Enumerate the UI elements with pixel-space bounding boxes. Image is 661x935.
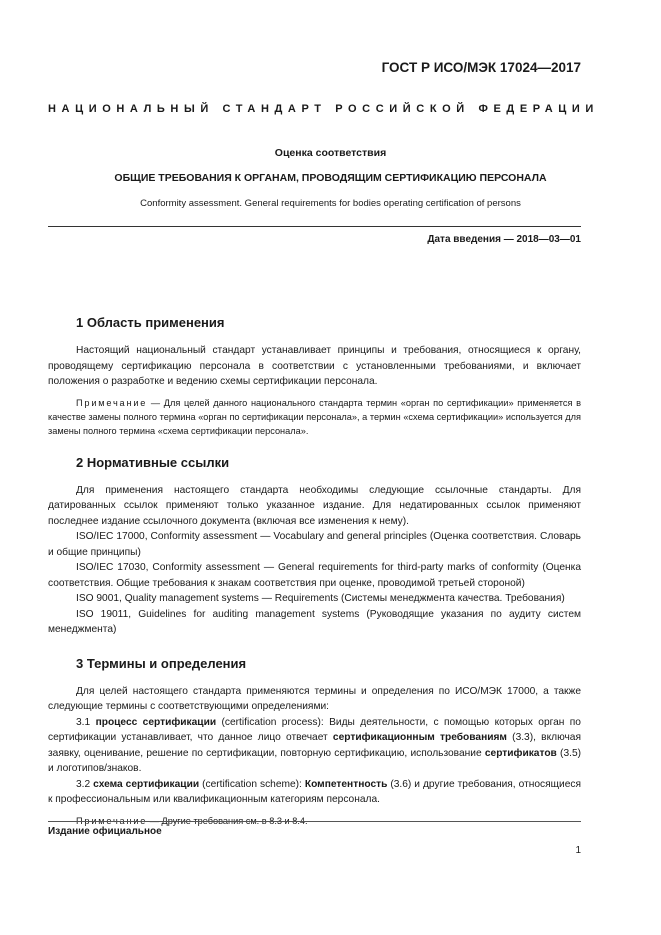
introduction-date: Дата введения — 2018—03—01 <box>427 234 581 245</box>
term-reference: сертификатов <box>484 747 557 759</box>
note-text: — Для целей данного национального стандарта термин «орган по сертификации» применяется в качестве замены полного термина «орган по сертификации персонала», а термин «схема сертификации» используется для замены полного термина «схема сертификации персонала». <box>48 397 581 436</box>
footer-divider <box>48 821 581 822</box>
document-body <box>48 314 581 828</box>
definition-text: (certification scheme): <box>199 778 305 790</box>
note-label: Примечание <box>76 815 148 826</box>
definition-text: (3.6) и другие требования, относящиеся к профессиональным или квалификационным категориям персонала. <box>48 778 581 805</box>
section-heading: 2 Нормативные ссылки <box>76 454 230 470</box>
edition-label: Издание официальное <box>48 826 162 837</box>
term: процесс сертификации <box>95 716 217 728</box>
paragraph: Настоящий национальный стандарт устанавливает принципы и требования, относящиеся к органу, проводящему сертификацию персонала в соответствии с установленными требованиями, и включает положения о разработке и ведению схемы сертификации персонала. <box>48 345 581 387</box>
term-definition <box>48 715 581 777</box>
definition-text: (3.5) и логотипов/знаков. <box>48 747 582 774</box>
term-reference: сертификационным требованиям <box>332 732 507 743</box>
document-code: ГОСТ Р ИСО/МЭК 17024—2017 <box>381 60 581 75</box>
note <box>48 396 581 438</box>
title-divider <box>48 226 581 227</box>
paragraph: Для целей настоящего стандарта применяются термины и определения по ИСО/МЭК 17000, а также следующие термины с соответствующими определениями: <box>48 685 581 712</box>
section-heading: 3 Термины и определения <box>76 655 247 671</box>
term-number: 3.1 <box>76 716 96 728</box>
reference-item: ISO 9001, Quality management systems — Requirements (Системы менеджмента качества. Требования) <box>76 593 565 604</box>
definition-text: (certification process): Виды деятельности, с помощью которых орган по сертификации устанавливает, что данное лицо отвечает <box>48 716 581 743</box>
definition-text: (3.3), включая заявку, оценивание, решение по сертификации, повторную сертификацию, использование <box>48 732 581 759</box>
section-heading: 1 Область применения <box>76 315 225 330</box>
section-normative-references <box>48 454 581 638</box>
term-reference: Компетентность <box>304 778 388 790</box>
national-standard-banner: НАЦИОНАЛЬНЫЙ СТАНДАРТ РОССИЙСКОЙ ФЕДЕРАЦИИ <box>48 103 599 115</box>
reference-item: ISO/IEC 17030, Conformity assessment — General requirements for third-party marks of conformity (Оценка соответствия. Общие требования к знакам соответствия при оценке, проводимой третьей стороной) <box>48 562 581 589</box>
reference-item: ISO 19011, Guidelines for auditing management systems (Руководящие указания по аудиту систем менеджмента) <box>48 608 581 635</box>
term-number: 3.2 <box>76 778 94 790</box>
note-text: — Другие требования см. в 8.3 и 8.4. <box>147 815 308 826</box>
document-subject: Оценка соответствия <box>274 147 387 159</box>
section-scope <box>48 314 581 438</box>
term: схема сертификации <box>93 778 200 790</box>
term-definition <box>48 777 581 808</box>
paragraph: Для применения настоящего стандарта необходимы следующие ссылочные стандарты. Для датированных ссылок применяют только указанное издание. Для недатированных ссылок применяют последнее издание ссылочного документа (включая все изменения к нему). <box>48 484 581 527</box>
reference-item: ISO/IEC 17000, Conformity assessment — Vocabulary and general principles (Оценка соответствия. Словарь и общие принципы) <box>48 531 581 558</box>
document-title-ru: ОБЩИЕ ТРЕБОВАНИЯ К ОРГАНАМ, ПРОВОДЯЩИМ СЕРТИФИКАЦИЮ ПЕРСОНАЛА <box>114 172 547 184</box>
page-number: 1 <box>575 845 581 856</box>
document-title-en: Conformity assessment. General requirements for bodies operating certification of persons <box>140 198 521 209</box>
section-terms <box>48 655 581 828</box>
note-label: Примечание <box>76 397 148 408</box>
